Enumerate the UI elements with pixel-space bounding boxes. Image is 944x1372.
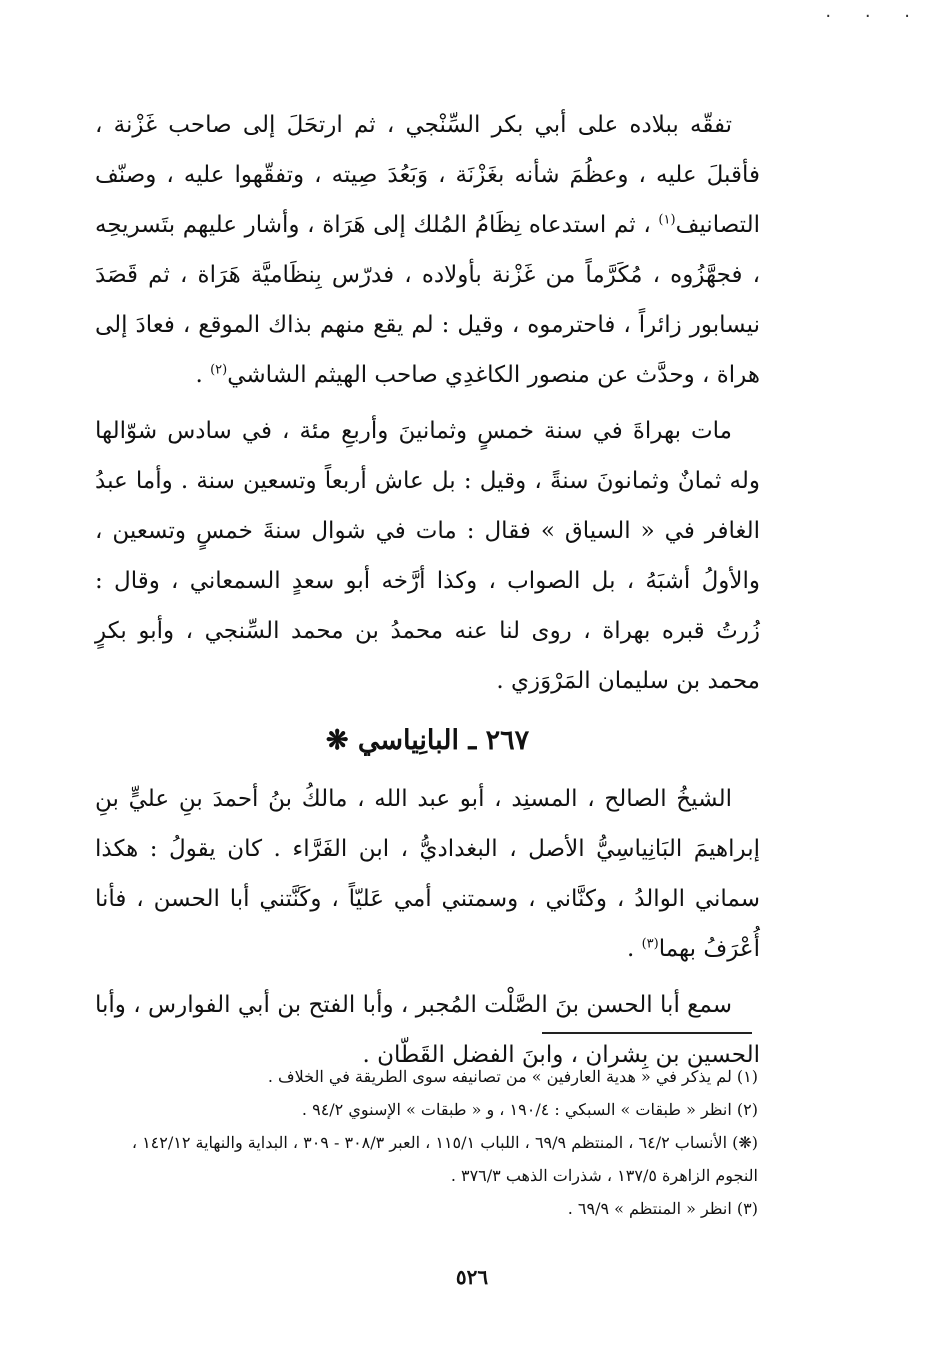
corner-dots: · · · (825, 6, 924, 27)
page-number: ٥٢٦ (455, 1265, 489, 1289)
paragraph-1-text: تفقّه ببلاده على أبي بكر السِّنْجي ، ثم ارتحَلَ إلى صاحب غَزْنة ، فأقبلَ عليه ، وعظُمَ شأنه بغَزْنَة ، وَبَعُدَ صِيته ، وتفقّهوا عليه ، وصنّف التصانيف (95, 112, 761, 238)
paragraph-2: مات بهراةَ في سنة خمسٍ وثمانينَ وأربعِ مئة ، في سادس شوّالها وله ثمانٌ وثمانونَ سنةً ، وقيل : بل عاش أربعاً وتسعين سنة . وأما عبدُ الغافر في « السياق » فقال : مات في شوال سنةَ خمسٍ وتسعين ، والأولُ أشبَهُ ، بل الصواب ، وكذا أرَّخه أبو سعدٍ السمعاني ، وقال : زُرتُ قبره بهراة ، روى لنا عنه محمدُ بن محمد السِّنجي ، وأبو بكرٍ محمد بن سليمان المَرْوَزي . (95, 418, 760, 694)
paragraph-1-end: . (195, 362, 203, 388)
paragraph-4: سمع أبا الحسن بنَ الصَّلْت المُجبر ، وأبا الفتح بن أبي الفوارس ، وأبا الحسين بن بِشران ، وابنَ الفضل القَطّان . (95, 992, 760, 1068)
footnote-star: (❋) الأنساب ٦٤/٢ ، المنتظم ٦٩/٩ ، اللباب ١١٥/١ ، العبر ٣٠٨/٣ - ٣٠٩ ، البداية والنهاية ١٤٢/١٢ ، النجوم الزاهرة ١٣٧/٥ ، شذرات الذهب ٣٧٦/٣ . (131, 1133, 758, 1185)
footnote-2: (٢) انظر « طبقات » السبكي : ١٩٠/٤ ، و « طبقات » الإسنوي ٩٤/٢ . (301, 1100, 758, 1119)
footnotes (90, 1060, 758, 1225)
paragraph-1 (95, 100, 760, 400)
footnote-ref-3[interactable]: (٣) (641, 936, 659, 952)
page-body (95, 100, 760, 1086)
paragraph-3 (95, 774, 760, 974)
footnote-3: (٣) انظر « المنتظم » ٦٩/٩ . (567, 1199, 758, 1218)
footnote-divider (542, 1032, 752, 1034)
paragraph-3-end: . (626, 936, 635, 962)
footnote-ref-2[interactable]: (٢) (210, 362, 228, 378)
paragraph-3-text: الشيخُ الصالح ، المسنِد ، أبو عبد الله ، مالكُ بنُ أحمدَ بنِ عليٍّ بنِ إبراهيمَ البَانِياسِيُّ الأصل ، البغداديُّ ، ابن الفَرَّاء . كان يقولُ : هكذا سماني الوالدُ ، وكنَّاني ، وسمتني أمي عَليّاً ، وكَنَّتني أبا الحسن ، فأنا أُعْرَفُ بهما (95, 786, 760, 962)
entry-heading: ٢٦٧ ـ البانِياسي ❋ (325, 725, 530, 756)
footnote-ref-1[interactable]: (١) (658, 212, 676, 228)
paragraph-1-text-after: ، ثم استدعاه نِظَامُ المُلك إلى هَرَاة ، وأشار عليهم بتَسريحِه ، فجهَّزُوه ، مُكَرَّماً من غَزْنة بأولاده ، فدرّس بِنظَاميَّة هَرَاة ، ثم قَصَدَ نيسابور زائراً ، فاحترموه ، وقيل : لم يقع منهم بذاك الموقع ، فعادَ إلى هراة ، وحدَّث عن منصور الكاغدِي صاحب الهيثم الشاشي (95, 212, 760, 388)
footnote-1: (١) لم يذكر في « هدية العارفين » من تصانيفه سوى الطريقة في الخلاف . (267, 1067, 758, 1086)
